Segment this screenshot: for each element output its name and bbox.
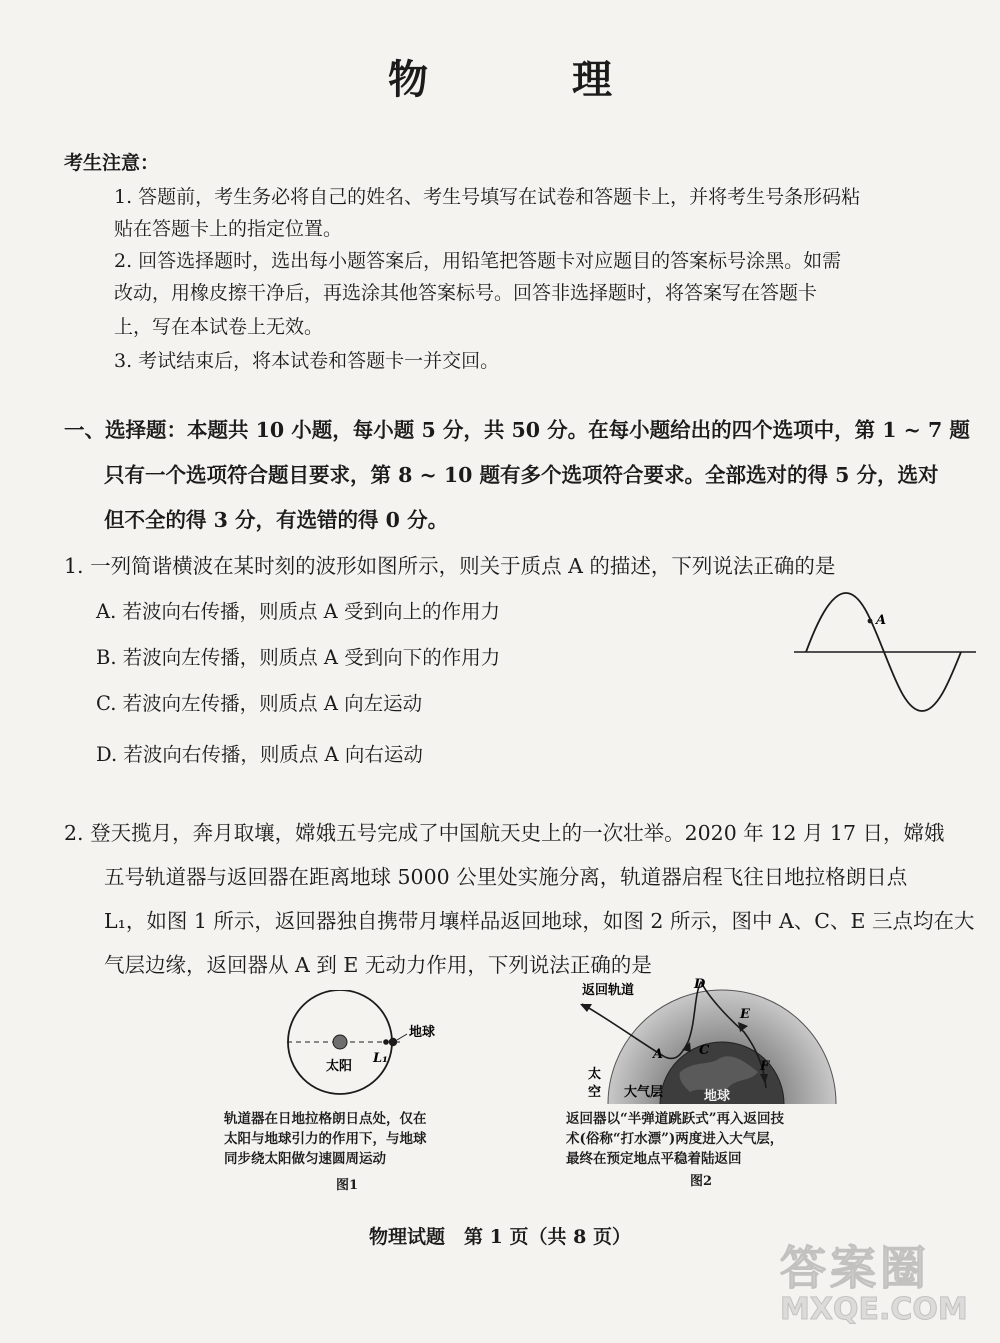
notice-line: 贴在答题卡上的指定位置。 <box>114 218 343 240</box>
notice-line: 上，写在本试卷上无效。 <box>114 316 324 338</box>
watermark-url: MXQE.COM <box>780 1292 968 1327</box>
notice-line: 1. 答题前，考生务必将自己的姓名、考生号填写在试卷和答题卡上，并将考生号条形码粘 <box>114 186 861 208</box>
atmosphere-label: 大气层 <box>624 1085 664 1100</box>
l1-point <box>383 1039 389 1045</box>
figure-2-caption: 术(俗称“打水漂”)两度进入大气层， <box>566 1131 784 1147</box>
figure-2-label: 图2 <box>690 1174 713 1189</box>
section-instruction: 但不全的得 3 分，有选错的得 0 分。 <box>104 508 449 532</box>
page-title: 物 理 <box>388 56 664 103</box>
figure-1-caption: 轨道器在日地拉格朗日点处，仅在 <box>224 1111 427 1127</box>
point-f-label: F <box>760 1059 770 1074</box>
q2-stem-line: 2. 登天揽月，奔月取壤，嫦娥五号完成了中国航天史上的一次壮举。2020 年 12 月 17 日，嫦娥 <box>64 821 945 845</box>
notice-line: 2. 回答选择题时，选出每小题答案后，用铅笔把答题卡对应题目的答案标号涂黑。如需 <box>114 250 842 272</box>
point-a-label: A <box>653 1047 664 1062</box>
section-instruction: 只有一个选项符合题目要求，第 8 ~ 10 题有多个选项符合要求。全部选对的得 5 分，选对 <box>104 463 939 487</box>
figure-1-label: 图1 <box>336 1178 359 1193</box>
q1-stem: 1. 一列简谐横波在某时刻的波形如图所示，则关于质点 A 的描述，下列说法正确的是 <box>64 554 836 578</box>
return-orbit-label: 返回轨道 <box>582 983 635 998</box>
notice-line: 改动，用橡皮擦干净后，再选涂其他答案标号。回答非选择题时，将答案写在答题卡 <box>114 282 818 304</box>
figure-1-diagram <box>275 990 465 1100</box>
sun-icon <box>333 1035 347 1049</box>
earth-pointer <box>397 1034 407 1040</box>
section-instruction: 一、选择题：本题共 10 小题，每小题 5 分，共 50 分。在每小题给出的四个选项中，第 1 ~ 7 题 <box>64 418 970 442</box>
q1-wave-figure <box>790 585 980 720</box>
point-e-label: E <box>740 1007 750 1022</box>
watermark-logo <box>780 1232 990 1337</box>
space-label: 空 <box>588 1085 602 1100</box>
notice-line: 3. 考试结束后，将本试卷和答题卡一并交回。 <box>114 350 500 372</box>
sun-label: 太阳 <box>326 1059 353 1074</box>
q2-stem-line: L₁，如图 1 所示，返回器独自携带月壤样品返回地球，如图 2 所示，图中 A、C、E 三点均在大 <box>104 909 975 933</box>
figure-1-caption: 太阳与地球引力的作用下，与地球 <box>224 1131 427 1147</box>
l1-label: L₁ <box>373 1051 388 1066</box>
q1-option-a: A. 若波向右传播，则质点 A 受到向上的作用力 <box>96 600 500 623</box>
point-a-marker <box>868 619 873 624</box>
figure-1-caption: 同步绕太阳做匀速圆周运动 <box>224 1151 386 1167</box>
q1-option-c: C. 若波向左传播，则质点 A 向左运动 <box>96 692 423 715</box>
page-footer: 物理试题 第 1 页（共 8 页） <box>369 1226 631 1248</box>
q1-option-d: D. 若波向右传播，则质点 A 向右运动 <box>96 743 423 766</box>
earth-icon <box>389 1038 397 1046</box>
figure-2-caption: 最终在预定地点平稳着陆返回 <box>566 1151 742 1167</box>
point-c-label: C <box>699 1043 710 1058</box>
figure-2-caption: 返回器以“半弹道跳跃式”再入返回技 <box>566 1111 785 1127</box>
space-label: 太 <box>588 1067 602 1082</box>
figure-2-diagram <box>560 962 850 1104</box>
q1-option-b: B. 若波向左传播，则质点 A 受到向下的作用力 <box>96 646 501 669</box>
earth-label: 地球 <box>409 1025 436 1040</box>
point-d-label: D <box>694 977 706 992</box>
earth-label: 地球 <box>704 1089 731 1104</box>
watermark-text: 答案圈 <box>780 1241 930 1295</box>
point-a-label: A <box>876 613 887 628</box>
notice-heading: 考生注意： <box>64 152 160 174</box>
q2-stem-line: 气层边缘，返回器从 A 到 E 无动力作用，下列说法正确的是 <box>104 953 652 977</box>
q2-stem-line: 五号轨道器与返回器在距离地球 5000 公里处实施分离，轨道器启程飞往日地拉格朗日点 <box>104 865 908 889</box>
